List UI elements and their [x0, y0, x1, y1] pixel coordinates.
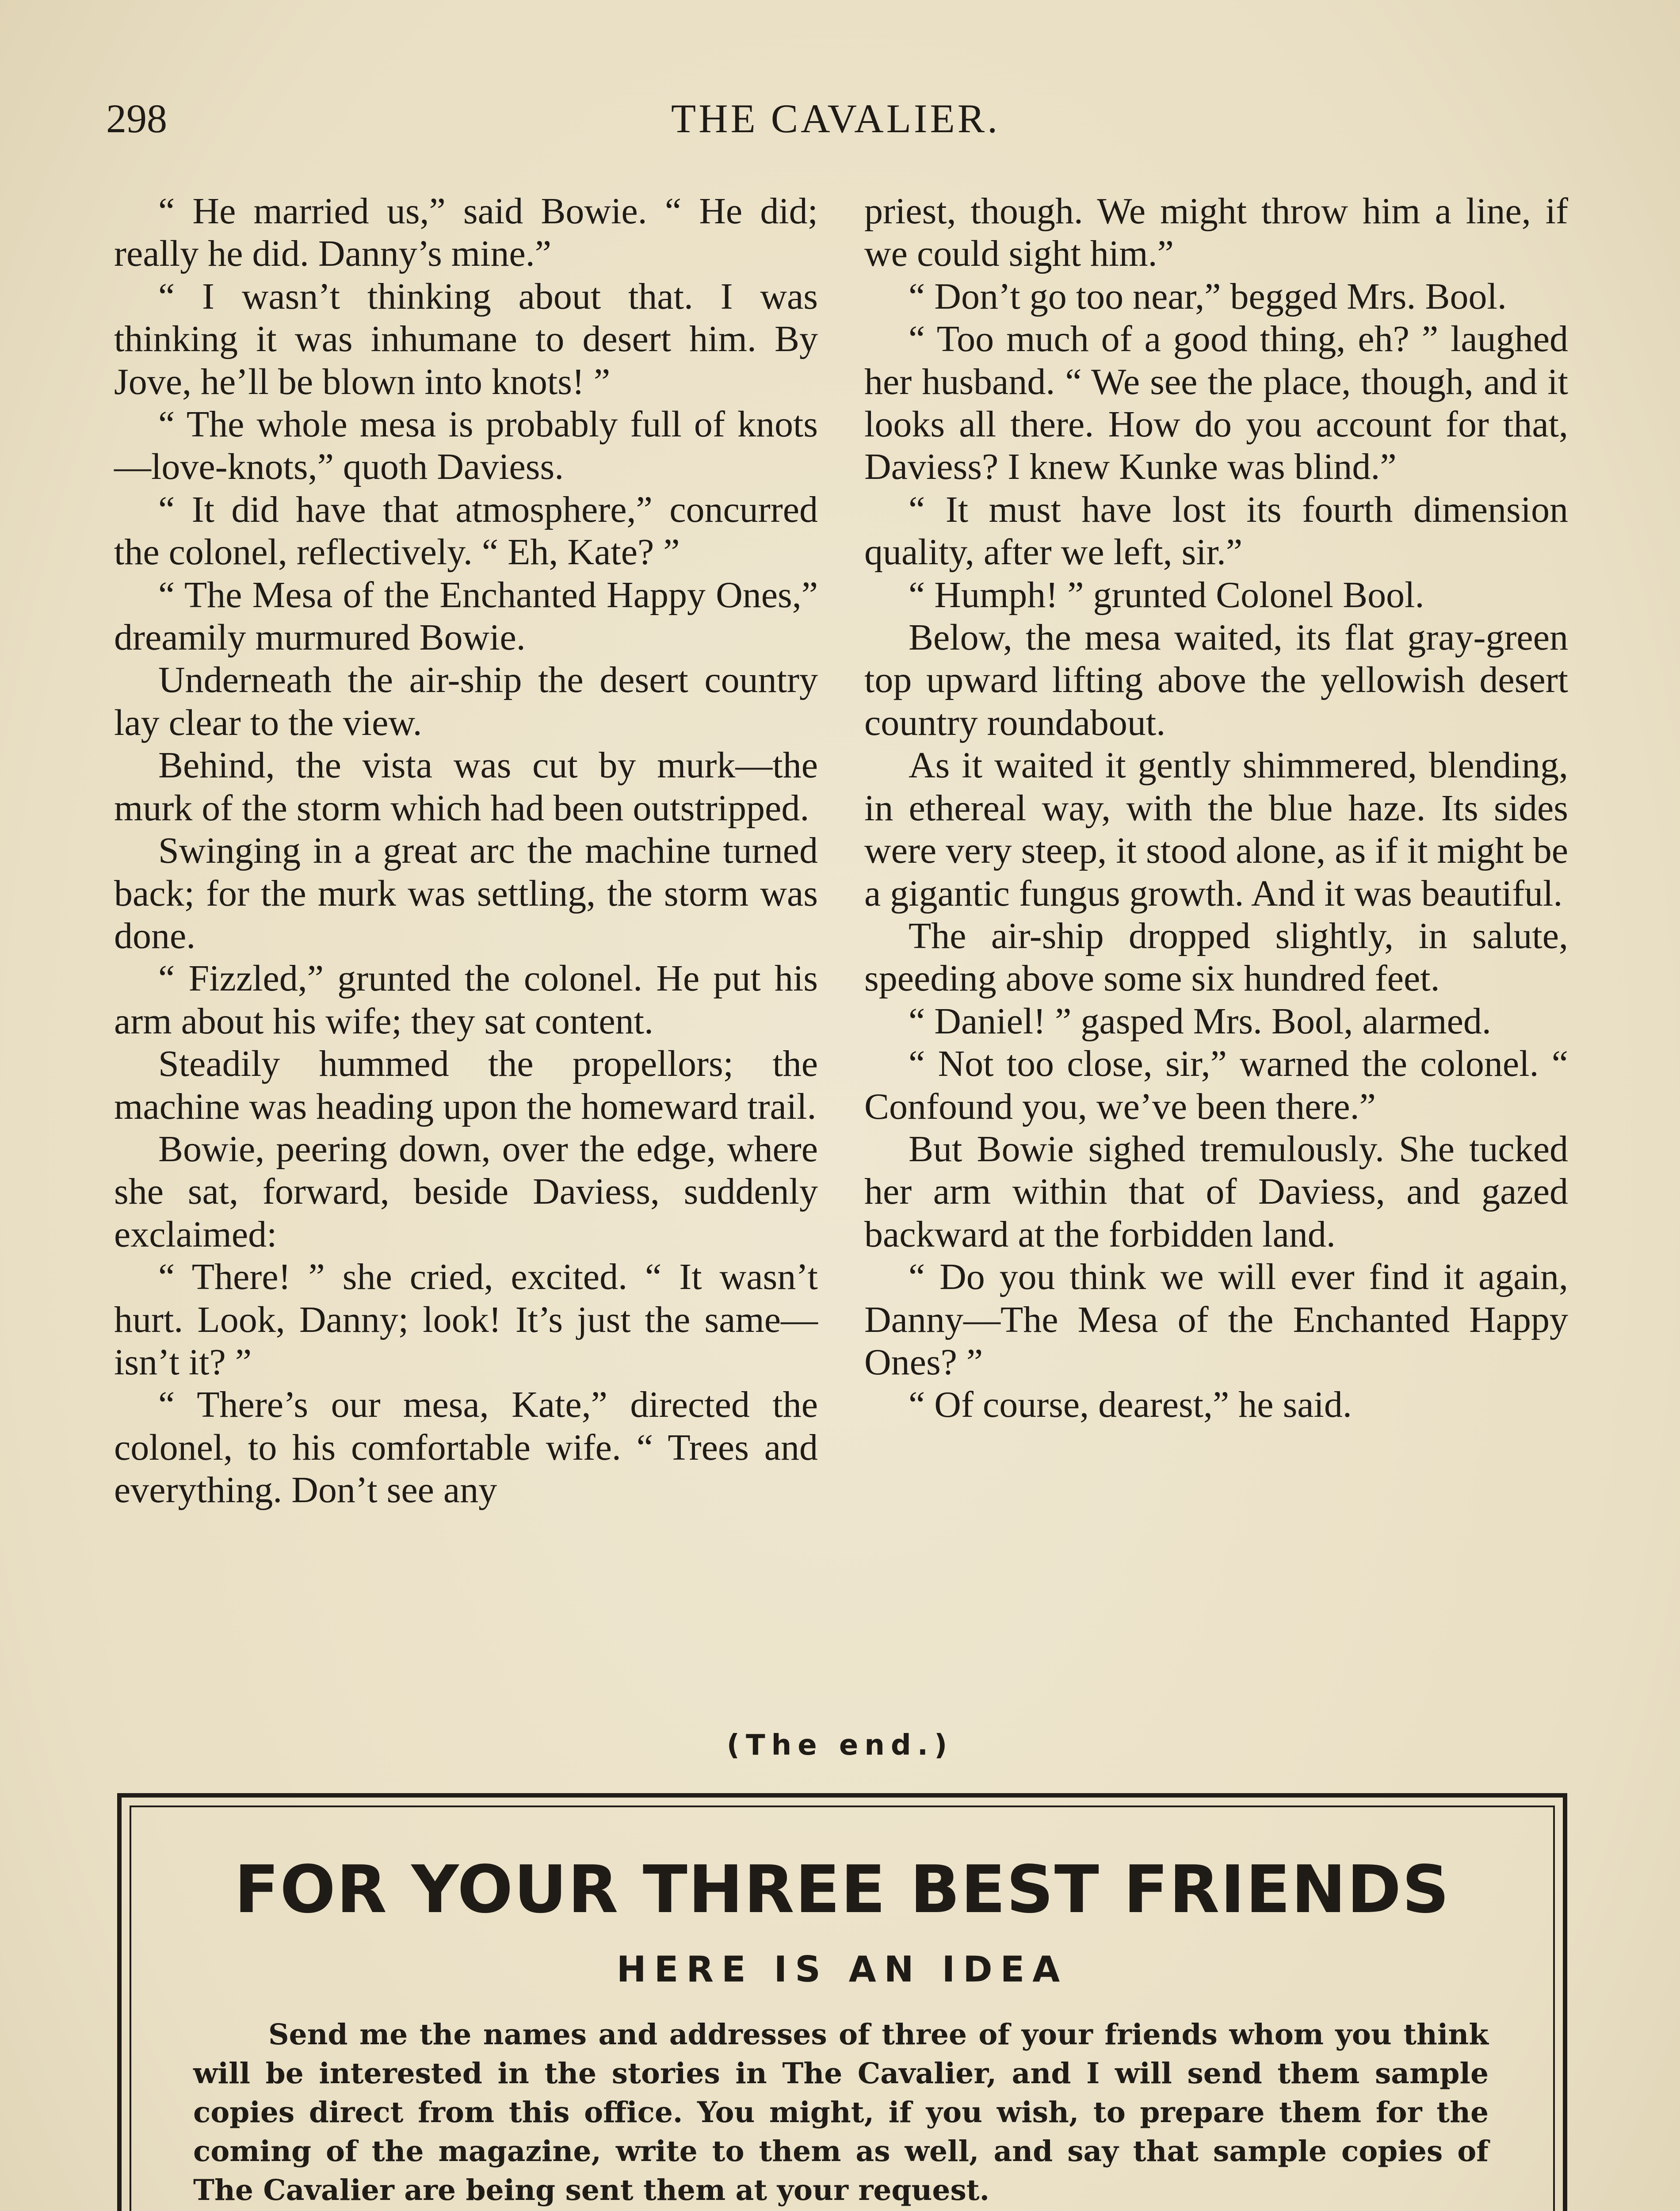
advertisement-inner-border — [130, 1806, 1555, 2211]
ad-subhead: HERE IS AN IDEA — [616, 1949, 1068, 1990]
story-paragraph: “ I wasn’t thinking about that. I was thinking it was inhumane to desert him. By Jove, he’ll be blown into knots! ” — [114, 275, 818, 402]
story-paragraph-continued: priest, though. We might throw him a line, if we could sight him.” — [864, 191, 1568, 275]
story-paragraph: Swinging in a great arc the machine turned back; for the murk was settling, the storm was done. — [114, 830, 818, 956]
story-paragraph: As it waited it gently shimmered, blending, in ethereal way, with the blue haze. Its sides were very steep, it stood alone, as if it might be a gigantic fungus growth. And it was beautiful. — [864, 745, 1568, 914]
story-paragraph: Behind, the vista was cut by murk—the murk of the storm which had been outstripped. — [114, 745, 818, 829]
end-mark: (The end.) — [726, 1729, 954, 1762]
ad-paragraph: Send me the names and addresses of three of your friends whom you think will be interested in the stories in The Cavalier, and I will send them sample copies direct from this office. You might, if you wish, to prepare them for the coming of the magazine, write to them as well, and say that sample copies of The Cavalier are being sent them at your request. — [193, 2018, 1489, 2207]
ad-body — [193, 2015, 1489, 2211]
story-paragraph: Bowie, peering down, over the edge, where she sat, forward, beside Daviess, suddenly exclaimed: — [114, 1128, 818, 1255]
story-paragraph: Below, the mesa waited, its flat gray-green top upward lifting above the yellowish desert country roundabout. — [864, 617, 1568, 743]
story-paragraph: “ Do you think we will ever find it again, Danny—The Mesa of the Enchanted Happy Ones? ” — [864, 1256, 1568, 1383]
story-column-left — [114, 190, 818, 1512]
story-paragraph: The air-ship dropped slightly, in salute, speeding above some six hundred feet. — [864, 915, 1568, 999]
story-paragraph: Underneath the air-ship the desert country lay clear to the view. — [114, 659, 818, 743]
story-paragraph: “ It did have that atmosphere,” concurred the colonel, reflectively. “ Eh, Kate? ” — [114, 489, 818, 573]
story-paragraph: “ Don’t go too near,” begged Mrs. Bool. — [909, 275, 1507, 317]
story-paragraph: “ There! ” she cried, excited. “ It wasn’t hurt. Look, Danny; look! It’s just the same—isn’t it? ” — [114, 1256, 818, 1383]
story-paragraph: “ Fizzled,” grunted the colonel. He put his arm about his wife; they sat content. — [114, 958, 818, 1042]
page-number: 298 — [106, 96, 167, 141]
story-paragraph: “ Humph! ” grunted Colonel Bool. — [909, 574, 1424, 616]
story-column-right — [864, 190, 1568, 1427]
story-paragraph: “ The Mesa of the Enchanted Happy Ones,” dreamily murmured Bowie. — [114, 574, 818, 658]
story-paragraph: “ Daniel! ” gasped Mrs. Bool, alarmed. — [909, 1000, 1491, 1042]
story-paragraph: “ The whole mesa is probably full of knots—love-knots,” quoth Daviess. — [114, 404, 818, 488]
story-paragraph: “ There’s our mesa, Kate,” directed the colonel, to his comfortable wife. “ Trees and everything. Don’t see any — [114, 1384, 818, 1511]
story-paragraph: “ It must have lost its fourth dimension quality, after we left, sir.” — [864, 489, 1568, 573]
story-paragraph: “ Not too close, sir,” warned the colonel. “ Confound you, we’ve been there.” — [864, 1043, 1568, 1127]
page-header — [106, 95, 1565, 144]
story-paragraph: “ Of course, dearest,” he said. — [909, 1384, 1352, 1426]
story-paragraph: Steadily hummed the propellors; the machine was heading upon the homeward trail. — [114, 1043, 818, 1127]
story-paragraph: “ He married us,” said Bowie. “ He did; really he did. Danny’s mine.” — [114, 191, 818, 275]
running-title: THE CAVALIER. — [671, 96, 1000, 141]
story-paragraph: “ Too much of a good thing, eh? ” laughed her husband. “ We see the place, though, and it looks all there. How do you account for that, Daviess? I knew Kunke was blind.” — [864, 318, 1568, 488]
story-paragraph: But Bowie sighed tremulously. She tucked her arm within that of Daviess, and gazed backward at the forbidden land. — [864, 1128, 1568, 1255]
advertisement-box — [117, 1793, 1567, 2211]
ad-headline: FOR YOUR THREE BEST FRIENDS — [234, 1851, 1450, 1928]
